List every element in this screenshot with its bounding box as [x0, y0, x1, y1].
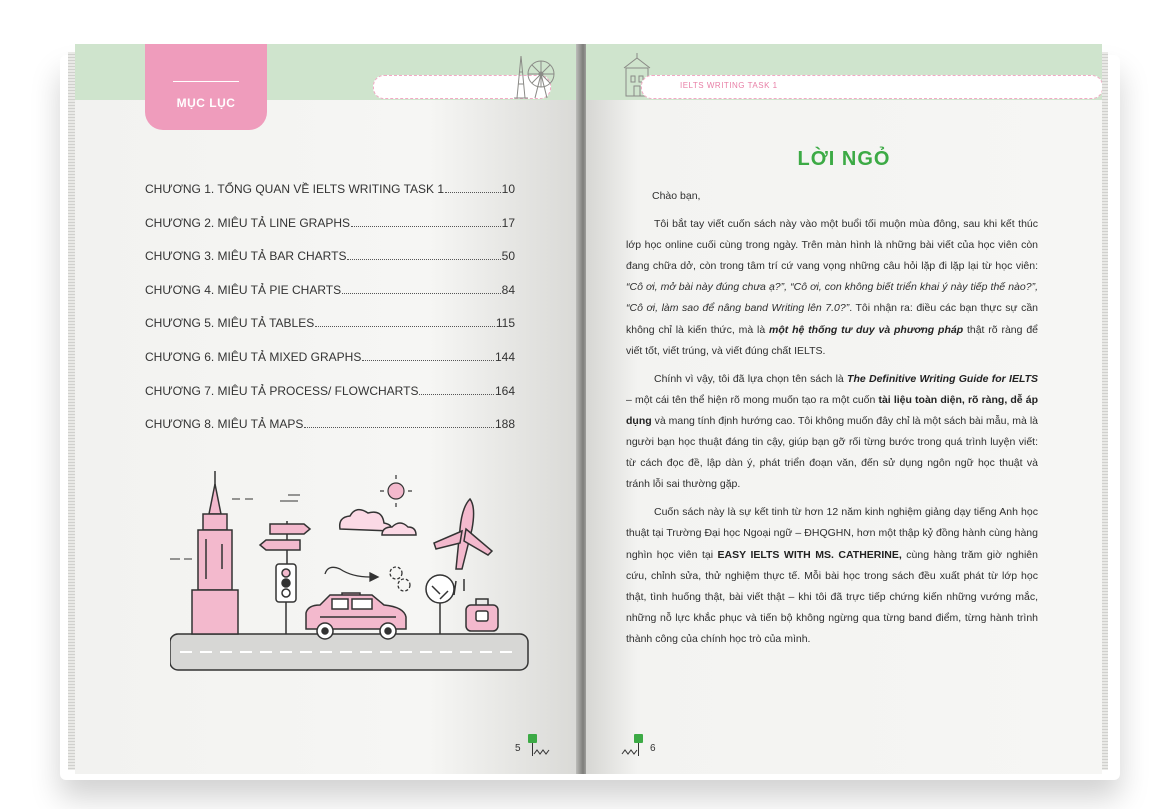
toc-entry[interactable] — [145, 182, 515, 216]
emphasis-text: tài liệu toàn diện, rõ ràng, dễ áp dụng — [626, 393, 1039, 427]
toc-leader-dots — [362, 359, 494, 361]
paragraph-2 — [626, 369, 1038, 496]
toc-entry[interactable] — [145, 216, 515, 250]
toc-entry-title: CHƯƠNG 1. TỔNG QUAN VỀ IELTS WRITING TASK 1 — [145, 182, 445, 196]
paragraph-text: Tôi bắt tay viết cuốn sách này vào một buổi tối muộn mùa đông, sau khi kết thúc lớp học online cuối cùng trong ngày. Trên màn hình là những bài viết của học viên còn đang chữa dở, còn trong tâm trí cứ vang vọng những câu hỏi lặp đi lặp lại từ học viên: — [626, 218, 1038, 273]
page-number: 6 — [650, 743, 656, 754]
toc-entry-title: CHƯƠNG 6. MIÊU TẢ MIXED GRAPHS — [145, 349, 362, 364]
cloud-illustration — [340, 510, 416, 535]
page-title: LỜI NGỎ — [797, 148, 891, 170]
road-illustration — [170, 634, 528, 670]
paragraph-text: – một cái tên thể hiện rõ mong muốn tạo ra một cuốn — [626, 393, 879, 406]
toc-entry[interactable] — [145, 316, 515, 350]
suitcase-illustration — [466, 599, 498, 631]
paragraph-text: Cuốn sách này là sự kết tinh từ hơn 12 năm kinh nghiệm giảng dạy tiếng Anh học thuật tại Trường Đại học Ngoại ngữ – ĐHQGHN, hơn một thập kỷ đồng hành cùng hàng nghìn học viên tại — [626, 506, 1038, 561]
header-pill — [641, 75, 1102, 99]
toc-entry-page: 50 — [501, 249, 515, 264]
arrow-illustration — [325, 567, 410, 591]
greeting: Chào bạn, — [652, 190, 701, 202]
toc-entry-title: CHƯƠNG 5. MIÊU TẢ TABLES — [145, 316, 315, 331]
table-of-contents — [145, 182, 515, 451]
toc-entry-title: CHƯƠNG 2. MIÊU TẢ LINE GRAPHS — [145, 215, 351, 230]
page-edges-right — [1101, 52, 1108, 770]
toc-entry-page: 84 — [501, 282, 515, 297]
running-header: IELTS WRITING TASK 1 — [680, 81, 778, 90]
toc-entry-page: 144 — [494, 349, 515, 364]
toc-entry-page: 115 — [495, 316, 515, 331]
paragraph-text: thật rõ ràng để viết tốt, viết trúng, và viết đúng chất IELTS. — [626, 323, 1038, 357]
toc-entry-title: CHƯƠNG 8. MIÊU TẢ MAPS — [145, 417, 304, 432]
toc-entry-title: CHƯƠNG 7. MIÊU TẢ PROCESS/ FLOWCHARTS — [145, 383, 419, 398]
toc-leader-dots — [445, 191, 501, 193]
brand-text: EASY IELTS WITH MS. CATHERINE, — [717, 548, 902, 561]
toc-entry[interactable] — [145, 350, 515, 384]
book-title-text: The Definitive Writing Guide for IELTS — [847, 372, 1039, 385]
sprout-icon — [525, 732, 553, 758]
toc-entry-title: CHƯƠNG 3. MIÊU TẢ BAR CHARTS — [145, 249, 347, 264]
right-page — [586, 44, 1102, 774]
emphasis-text: một hệ thống tư duy và phương pháp — [769, 323, 964, 336]
left-page — [75, 44, 580, 774]
traffic-light-illustration — [276, 564, 296, 634]
quote-text: “Cô ơi, mở bài này đúng chưa ạ?”, “Cô ơi, con không biết triển khai ý này tiếp thế nào?”, “Cô ơi, làm sao để nâng band Writing lên 7.0?” — [626, 281, 1038, 315]
paragraph-text: cùng hàng trăm giờ nghiên cứu, chỉnh sửa, thử nghiệm thực tế. Mỗi bài học trong sách đều xuất phát từ lớp học thật, tình huống thật, bài viết thật – khi tôi đã trực tiếp chứng kiến những vướng mắc, những nỗ lực khắc phục và tiến bộ không ngừng qua từng band điểm, từng hành trình thành công của chính học trò của mình. — [626, 548, 1038, 645]
toc-entry-page: 17 — [501, 215, 515, 230]
toc-entry-page: 188 — [494, 417, 515, 432]
toc-leader-dots — [342, 292, 501, 294]
toc-entry[interactable] — [145, 283, 515, 317]
table-of-contents-tab — [145, 44, 267, 130]
toc-leader-dots — [304, 426, 494, 428]
toc-leader-dots — [351, 225, 501, 227]
toc-leader-dots — [347, 258, 500, 260]
toc-entry[interactable] — [145, 249, 515, 283]
sprout-icon — [620, 732, 648, 758]
tab-label: MỤC LỤC — [176, 96, 236, 110]
eiffel-ferris-wheel-icon — [507, 54, 563, 100]
skyscraper-illustration — [192, 471, 238, 634]
paragraph-3 — [626, 502, 1038, 650]
toc-entry[interactable] — [145, 417, 515, 451]
toc-leader-dots — [419, 393, 494, 395]
taxi-illustration — [306, 593, 406, 639]
toc-leader-dots — [315, 325, 495, 327]
toc-entry-page: 164 — [494, 383, 515, 398]
tab-rule — [173, 81, 239, 82]
toc-entry-title: CHƯƠNG 4. MIÊU TẢ PIE CHARTS — [145, 282, 342, 297]
city-illustration — [170, 469, 530, 699]
toc-entry[interactable] — [145, 384, 515, 418]
tree-illustration — [426, 575, 454, 634]
paragraph-text: Chính vì vậy, tôi đã lựa chọn tên sách là — [654, 372, 848, 385]
paragraph-1 — [626, 214, 1038, 362]
paragraph-text: và mang tính định hướng cao. Tôi không muốn đây chỉ là một sách bài mẫu, mà là người bạn học thuật đáng tin cậy, giúp bạn gỡ rối từng bước trong quá trình luyện viết: từ cách đọc đề, lập dàn ý, phát triển đoạn văn, đến sử dụng ngôn ngữ học thuật và tránh lỗi sai thường gặp. — [626, 414, 1038, 491]
paragraph-text: . Tôi nhận ra: điều các bạn thực sự cần không chỉ là kiến thức, mà là — [626, 302, 1038, 336]
sun-illustration — [380, 475, 412, 507]
preface-body — [626, 186, 1038, 657]
page-number: 5 — [515, 743, 521, 754]
toc-entry-page: 10 — [501, 182, 515, 196]
